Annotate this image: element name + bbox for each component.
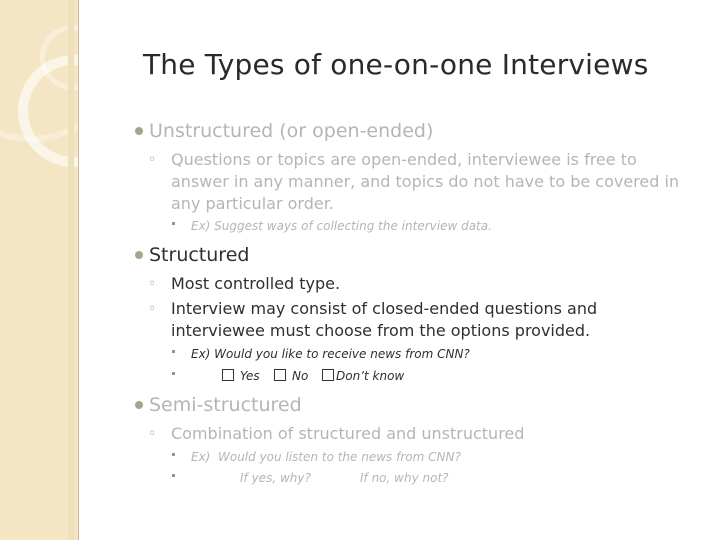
followup-no: If no, why not? bbox=[360, 471, 449, 485]
checkbox-icon bbox=[222, 369, 234, 381]
bullet-heading: Unstructured (or open-ended) bbox=[149, 120, 434, 142]
sub-bullet-text: Most controlled type. bbox=[171, 274, 341, 293]
square-bullet-icon bbox=[172, 350, 175, 353]
checkbox-icon bbox=[322, 369, 334, 381]
square-bullet-icon bbox=[172, 453, 175, 456]
checkbox-icon bbox=[274, 369, 286, 381]
slide-title: The Types of one-on-one Interviews bbox=[143, 48, 649, 81]
ring-bullet-icon: ◦ bbox=[148, 301, 157, 317]
sub-bullet-text: Interview may consist of closed-ended questions and interviewee must choose from the options provided. bbox=[171, 299, 598, 340]
bullet-dot bbox=[135, 127, 143, 135]
ring-bullet-icon: ◦ bbox=[148, 152, 157, 168]
sub-bullet-text: Combination of structured and unstructured bbox=[171, 424, 525, 443]
example-text: Ex) Would you like to receive news from CNN? bbox=[191, 347, 470, 361]
bullet-heading: Structured bbox=[149, 244, 250, 266]
bullet-dot bbox=[135, 251, 143, 259]
option-label: No bbox=[292, 369, 309, 383]
bullet-dot bbox=[135, 401, 143, 409]
ring-bullet-icon: ◦ bbox=[148, 276, 157, 292]
followup-yes: If yes, why? bbox=[240, 471, 311, 485]
sub-bullet-text: Questions or topics are open-ended, interviewee is free to answer in any manner, and topics do not have to be covered in any particular order. bbox=[171, 150, 680, 213]
bullet-heading: Semi-structured bbox=[149, 394, 302, 416]
ring-bullet-icon: ◦ bbox=[148, 426, 157, 442]
example-text: Ex) Would you listen to the news from CNN? bbox=[191, 450, 461, 464]
option-dont-know bbox=[322, 369, 404, 383]
example-text: Ex) Suggest ways of collecting the interview data. bbox=[191, 219, 492, 233]
square-bullet-icon bbox=[172, 372, 175, 375]
option-no bbox=[274, 369, 308, 383]
option-label: Yes bbox=[240, 369, 260, 383]
square-bullet-icon bbox=[172, 474, 175, 477]
option-yes bbox=[222, 369, 260, 383]
square-bullet-icon bbox=[172, 222, 175, 225]
option-label: Don’t know bbox=[336, 369, 405, 383]
